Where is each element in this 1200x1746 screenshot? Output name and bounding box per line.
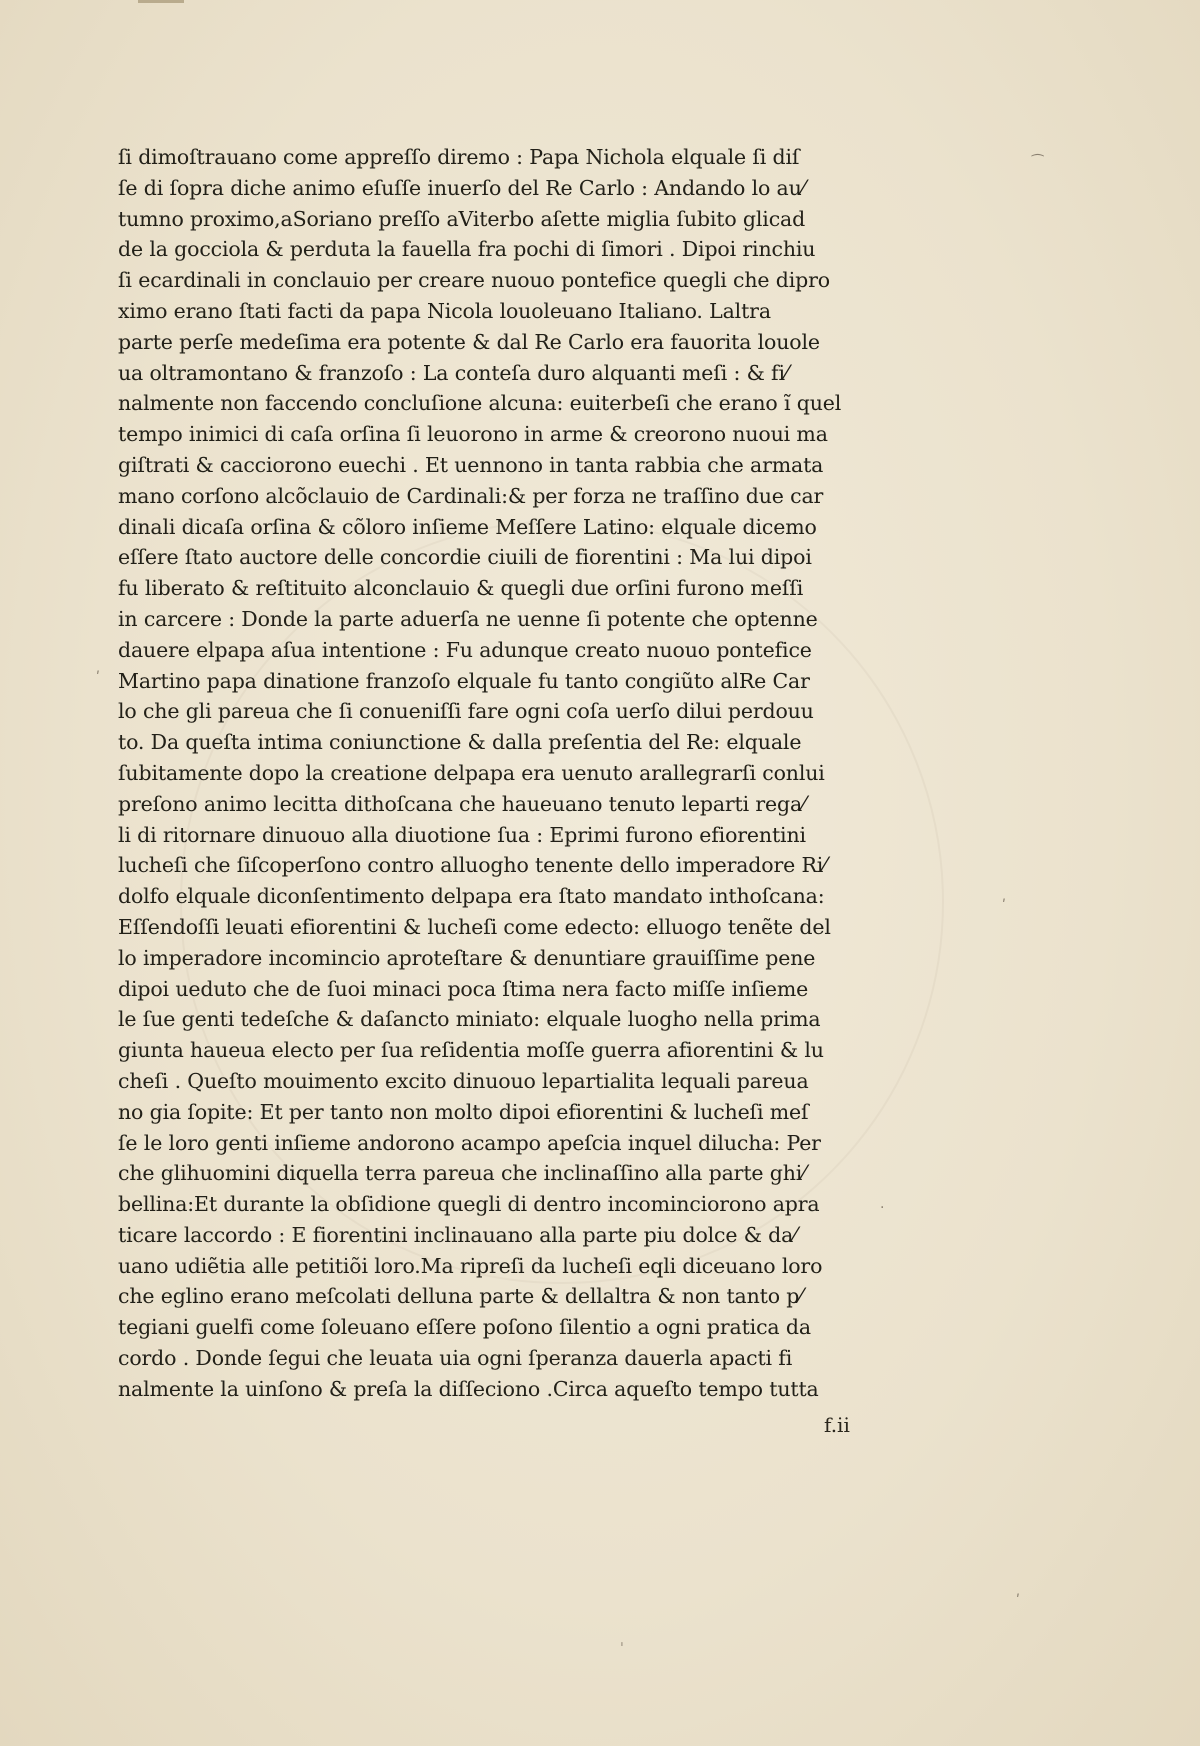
- text-line: de la gocciola & perduta la fauella fra pochi di ſimori . Dipoi rinchiu: [118, 237, 816, 262]
- signature-mark: f.ii: [824, 1413, 850, 1437]
- text-line: dauere elpapa aſua intentione : Fu adunque creato nuouo pontefice: [118, 637, 812, 662]
- text-line: le ſue genti tedeſche & daſancto miniato: elquale luogho nella prima: [118, 1007, 821, 1032]
- margin-speck: ʹ: [96, 670, 100, 686]
- text-line: ſi ecardinali in conclauio per creare nuouo pontefice quegli che dipro: [118, 268, 830, 293]
- text-line: no gia ſopite: Et per tanto non molto dipoi efiorentini & lucheſi meſ: [118, 1099, 809, 1124]
- text-line: Martino papa dinatione franzoſo elquale fu tanto congiũto alRe Car: [118, 668, 810, 693]
- text-line: giunta haueua electo per ſua reſidentia moſſe guerra afiorentini & lu: [118, 1038, 824, 1063]
- margin-speck: ˈ: [620, 1641, 624, 1657]
- text-line: lucheſi che ſiſcoperſono contro alluogho tenente dello imperadore Ri⁄: [118, 853, 827, 878]
- text-line: tempo inimici di caſa orſina ſi leuorono in arme & creorono nuoui ma: [118, 422, 828, 447]
- text-line: dipoi ueduto che de ſuoi minaci poca ſtima nera facto miſſe inſieme: [118, 976, 809, 1001]
- text-line: giſtrati & cacciorono euechi . Et uennono in tanta rabbia che armata: [118, 452, 824, 477]
- text-line: ſe le loro genti inſieme andorono acampo apeſcia inquel dilucha: Per: [118, 1130, 821, 1155]
- margin-speck: ·: [880, 1200, 885, 1216]
- text-line: nalmente la uinſono & preſa la diſſeciono .Circa aqueſto tempo tutta: [118, 1376, 819, 1401]
- margin-speck: ⁀: [1032, 155, 1044, 171]
- text-line: che glihuomini diquella terra pareua che inclinaſſino alla parte ghi⁄: [118, 1161, 806, 1186]
- text-line: parte perſe medeſima era potente & dal Re Carlo era fauorita louole: [118, 329, 820, 354]
- text-line: cheſi . Queſto mouimento excito dinuouo lepartialita lequali pareua: [118, 1068, 809, 1093]
- text-line: ximo erano ſtati facti da papa Nicola louoleuano Italiano. Laltra: [118, 298, 771, 323]
- text-line: fu liberato & reſtituito alconclauio & quegli due orſini furono meſſi: [118, 576, 804, 601]
- text-line: lo che gli pareua che ſi conueniſſi fare ogni coſa uerſo dilui perdouu: [118, 699, 814, 724]
- text-line: mano corſono alcõclauio de Cardinali:& per forza ne traſſino due car: [118, 483, 824, 508]
- text-line: uano udiẽtia alle petitiõi loro.Ma ripreſi da lucheſi eqli diceuano loro: [118, 1253, 823, 1278]
- text-line: eſſere ſtato auctore delle concordie ciuili de fiorentini : Ma lui dipoi: [118, 545, 812, 570]
- text-line: li di ritornare dinuouo alla diuotione ſua : Eprimi furono efiorentini: [118, 822, 806, 847]
- text-line: ua oltramontano & franzoſo : La conteſa duro alquanti meſi : & fi⁄: [118, 360, 789, 385]
- text-line: tumno proximo,aSoriano preſſo aViterbo aſette miglia ſubito glicad: [118, 206, 806, 231]
- text-block: [118, 142, 878, 1405]
- text-line: ticare laccordo : E fiorentini inclinauano alla parte piu dolce & da⁄: [118, 1222, 797, 1247]
- text-line: dolfo elquale diconſentimento delpapa era ſtato mandato inthoſcana:: [118, 884, 825, 909]
- text-line: to. Da queſta intima coniunctione & dalla preſentia del Re: elquale: [118, 730, 802, 755]
- text-line: ſubitamente dopo la creatione delpapa era uenuto arallegrarſi conlui: [118, 760, 825, 785]
- margin-speck: ʹ: [1002, 898, 1006, 914]
- text-line: in carcere : Donde la parte aduerſa ne uenne ſi potente che optenne: [118, 606, 818, 631]
- text-line: bellina:Et durante la obſidione quegli di dentro incominciorono apra: [118, 1192, 820, 1217]
- text-line: nalmente non faccendo concluſione alcuna: euiterbeſi che erano ĩ quel: [118, 391, 842, 416]
- text-line: ſe di ſopra diche animo eſuſſe inuerſo del Re Carlo : Andando lo au⁄: [118, 175, 805, 200]
- text-line: che eglino erano meſcolati delluna parte & dellaltra & non tanto p⁄: [118, 1284, 803, 1309]
- text-line: dinali dicaſa orſina & cõloro inſieme Meſſere Latino: elquale dicemo: [118, 514, 817, 539]
- text-line: cordo . Donde ſegui che leuata uia ogni ſperanza dauerla apacti fi: [118, 1346, 793, 1371]
- text-line: tegiani guelfi come ſoleuano eſſere poſono ſilentio a ogni pratica da: [118, 1315, 811, 1340]
- margin-speck: ʹ: [1016, 1593, 1020, 1609]
- text-line: lo imperadore incomincio aproteſtare & denuntiare grauiſſime pene: [118, 945, 816, 970]
- text-line: preſono animo lecitta dithoſcana che haueuano tenuto leparti rega⁄: [118, 791, 806, 816]
- text-line: Eſſendoſſi leuati efiorentini & lucheſi come edecto: elluogo tenẽte del: [118, 914, 831, 939]
- page-edge-mark: [138, 0, 184, 3]
- text-line: ſi dimoſtrauano come appreſſo diremo : Papa Nichola elquale ſi diſ: [118, 145, 800, 169]
